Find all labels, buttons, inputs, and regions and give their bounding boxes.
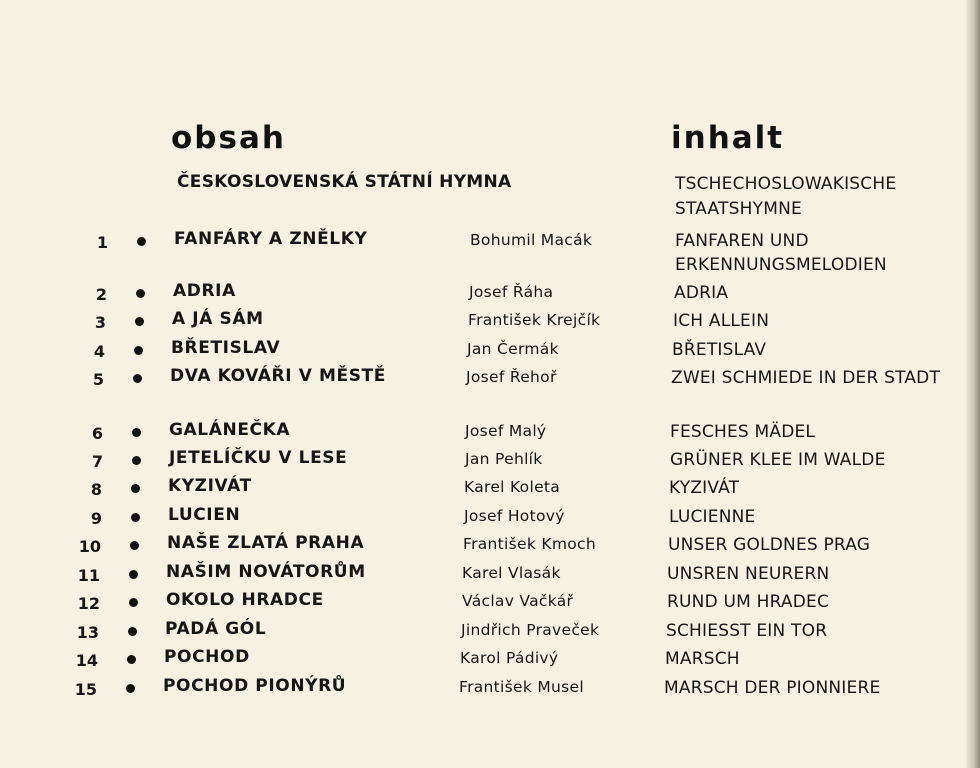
track-number: 11: [77, 566, 100, 585]
czech-contents-heading: obsah: [171, 120, 286, 156]
track-number: 7: [91, 452, 103, 471]
track-composer: Jan Čermák: [467, 340, 559, 358]
track-composer: František Kmoch: [463, 535, 596, 553]
track-german-title: BŘETISLAV: [672, 340, 767, 360]
track-composer: Karel Koleta: [464, 478, 561, 496]
track-german-title: GRÜNER KLEE IM WALDE: [670, 450, 886, 470]
track-row: [0, 476, 960, 506]
track-number: 9: [90, 509, 102, 528]
track-row: [0, 533, 960, 563]
track-number: 1: [96, 233, 108, 252]
track-row: [0, 647, 960, 677]
bullet-icon: [128, 627, 137, 636]
track-number: 13: [76, 623, 99, 642]
bullet-icon: [133, 374, 142, 383]
track-composer: Václav Vačkář: [462, 592, 574, 610]
page-edge: [966, 0, 980, 768]
track-row: [0, 420, 960, 450]
track-german-title: ICH ALLEIN: [673, 311, 770, 331]
track-title: JETELÍČKU V LESE: [169, 448, 348, 468]
bullet-icon: [130, 541, 139, 550]
track-composer: Karel Vlasák: [462, 564, 561, 582]
track-row: [0, 562, 960, 592]
track-row: [0, 338, 960, 368]
track-composer: Jan Pehlík: [465, 450, 543, 468]
bullet-icon: [127, 655, 136, 664]
track-row: [0, 676, 960, 706]
anthem-czech-title: ČESKOSLOVENSKÁ STÁTNÍ HYMNA: [177, 172, 512, 192]
track-title: LUCIEN: [168, 505, 241, 525]
track-german-title: SCHIESST EIN TOR: [666, 621, 828, 641]
track-title: GALÁNEČKA: [169, 420, 291, 440]
bullet-icon: [137, 237, 146, 246]
track-german-title: UNSER GOLDNES PRAG: [668, 535, 871, 555]
track-german-title: FANFAREN UND ERKENNUNGSMELODIEN: [675, 231, 887, 275]
track-german-title: MARSCH: [665, 649, 740, 669]
track-row: [0, 448, 960, 478]
track-number: 8: [90, 480, 102, 499]
bullet-icon: [132, 428, 141, 437]
track-composer: Bohumil Macák: [470, 231, 593, 249]
track-row: [0, 505, 960, 535]
bullet-icon: [126, 684, 135, 693]
track-german-title: RUND UM HRADEC: [667, 592, 830, 612]
track-row: [0, 590, 960, 620]
track-composer: Josef Malý: [465, 422, 547, 440]
track-number: 3: [94, 313, 106, 332]
track-row: [0, 619, 960, 649]
track-title: PADÁ GÓL: [165, 619, 267, 639]
track-number: 14: [75, 651, 98, 670]
track-number: 6: [91, 424, 103, 443]
track-composer: František Musel: [459, 678, 584, 696]
bullet-icon: [131, 513, 140, 522]
track-title: ADRIA: [173, 281, 236, 301]
track-number: 10: [78, 537, 101, 556]
track-german-title: KYZIVÁT: [669, 478, 740, 498]
track-number: 4: [93, 342, 105, 361]
track-german-title: UNSREN NEURERN: [667, 564, 830, 584]
track-title: NAŠE ZLATÁ PRAHA: [167, 533, 365, 553]
track-composer: Karol Pádivý: [460, 649, 559, 667]
track-title: DVA KOVÁŘI V MĚSTĚ: [170, 366, 386, 386]
track-number: 5: [92, 370, 104, 389]
german-contents-heading: inhalt: [671, 120, 785, 156]
track-german-title: LUCIENNE: [669, 507, 756, 527]
bullet-icon: [136, 289, 145, 298]
track-composer: Josef Řehoř: [466, 368, 557, 386]
track-number: 2: [95, 285, 107, 304]
track-row: [0, 281, 960, 311]
track-title: POCHOD PIONÝRŮ: [163, 676, 347, 696]
anthem-german-title: TSCHECHOSLOWAKISCHE STAATSHYMNE: [675, 174, 897, 219]
bullet-icon: [135, 317, 144, 326]
track-row: [0, 366, 960, 396]
track-composer: Josef Hotový: [464, 507, 565, 525]
track-number: 15: [74, 680, 97, 699]
track-row: [0, 229, 960, 275]
bullet-icon: [132, 456, 141, 465]
track-title: A JÁ SÁM: [172, 309, 264, 329]
track-composer: Josef Řáha: [469, 283, 554, 301]
track-number: 12: [77, 594, 100, 613]
track-german-title: FESCHES MÄDEL: [670, 422, 816, 442]
track-german-title: MARSCH DER PIONNIERE: [664, 678, 881, 698]
track-german-title: ADRIA: [674, 283, 729, 303]
track-title: OKOLO HRADCE: [166, 590, 324, 610]
track-title: NAŠIM NOVÁTORŮM: [166, 562, 366, 582]
track-title: FANFÁRY A ZNĚLKY: [174, 229, 368, 249]
track-title: POCHOD: [164, 647, 250, 667]
track-german-title: ZWEI SCHMIEDE IN DER STADT: [671, 368, 941, 388]
bullet-icon: [129, 570, 138, 579]
bullet-icon: [129, 598, 138, 607]
track-row: [0, 309, 960, 339]
track-composer: František Krejčík: [468, 311, 601, 329]
track-title: BŘETISLAV: [171, 338, 281, 358]
track-title: KYZIVÁT: [168, 476, 252, 496]
bullet-icon: [131, 484, 140, 493]
track-composer: Jindřich Praveček: [461, 621, 600, 639]
bullet-icon: [134, 346, 143, 355]
